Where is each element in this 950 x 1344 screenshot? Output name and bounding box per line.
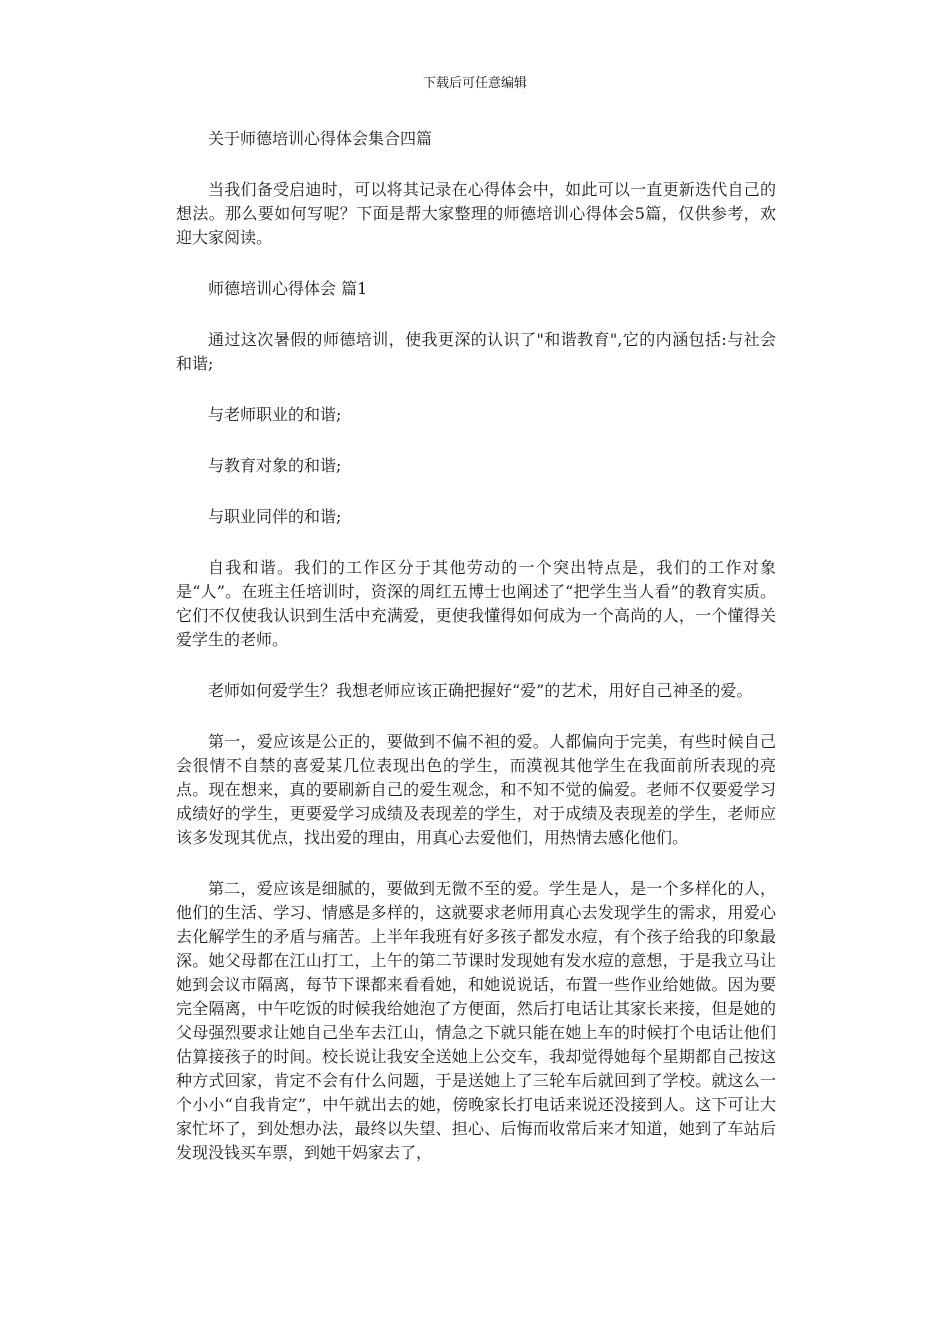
header-note: 下载后可任意编辑 <box>422 76 527 91</box>
document-title: 关于师德培训心得体会集合四篇 <box>208 129 433 148</box>
body-paragraph: 第一，爱应该是公正的，要做到不偏不袒的爱。人都偏向于完美，有些时候自己会很情不自禁的喜爱某几位表现出色的学生，而漠视其他学生在我面前所表现的亮点。现在想来，真的要刷新自己的爱生观念，和不知不觉的偏爱。老师不仅要爱学习成绩好的学生，更要爱学习成绩及表现差的学生，对于成绩及表现差的学生，老师应该多发现其优点，找出爱的理由，用真心去爱他们，用热情去感化他们。 <box>176 732 776 847</box>
section-heading: 师德培训心得体会 篇1 <box>208 279 368 298</box>
intro-paragraph: 当我们备受启迪时，可以将其记录在心得体会中，如此可以一直更新迭代自己的想法。那么要如何写呢？下面是帮大家整理的师德培训心得体会5篇，仅供参考，欢迎大家阅读。 <box>176 180 776 247</box>
document-body <box>176 127 776 1192</box>
body-paragraph: 与教育对象的和谐; <box>208 456 342 475</box>
body-paragraph: 自我和谐。我们的工作区分于其他劳动的一个突出特点是，我们的工作对象是“人”。在班主任培训时，资深的周红五博士也阐述了“把学生当人看”的教育实质。它们不仅使我认识到生活中充满爱，更使我懂得如何成为一个高尚的人，一个懂得关爱学生的老师。 <box>176 558 776 649</box>
body-paragraph: 通过这次暑假的师德培训，使我更深的认识了"和谐教育",它的内涵包括:与社会和谐; <box>176 330 776 373</box>
body-paragraph: 第二，爱应该是细腻的，要做到无微不至的爱。学生是人，是一个多样化的人，他们的生活、学习、情感是多样的，这就要求老师用真心去发现学生的需求，用爱心去化解学生的矛盾与痛苦。上半年我班有好多孩子都发水痘，有个孩子给我的印象最深。她父母都在江山打工，上午的第二节课时发现她有发水痘的意想，于是我立马让她到会议市隔离，每节下课都来看看她，和她说说话，布置一些作业给她做。因为要完全隔离，中午吃饭的时候我给她泡了方便面，然后打电话让其家长来接，但是她的父母强烈要求让她自己坐车去江山，情急之下就只能在她上车的时候打个电话让他们估算接孩子的时间。校长说让我安全送她上公交车，我却觉得她每个星期都自己按这种方式回家，肯定不会有什么问题，于是送她上了三轮车后就回到了学校。就这么一个小小“自我肯定”，中午就出去的她，傍晚家长打电话来说还没接到人。这下可让大家忙坏了，到处想办法，最终以失望、担心、后悔而收常后来才知道，她到了车站后发现没钱买车票，到她干妈家去了， <box>176 879 776 1162</box>
body-paragraph: 与老师职业的和谐; <box>208 405 342 424</box>
body-paragraph: 与职业同伴的和谐; <box>208 507 342 526</box>
body-paragraph: 老师如何爱学生？我想老师应该正确把握好“爱”的艺术，用好自己神圣的爱。 <box>208 681 753 700</box>
